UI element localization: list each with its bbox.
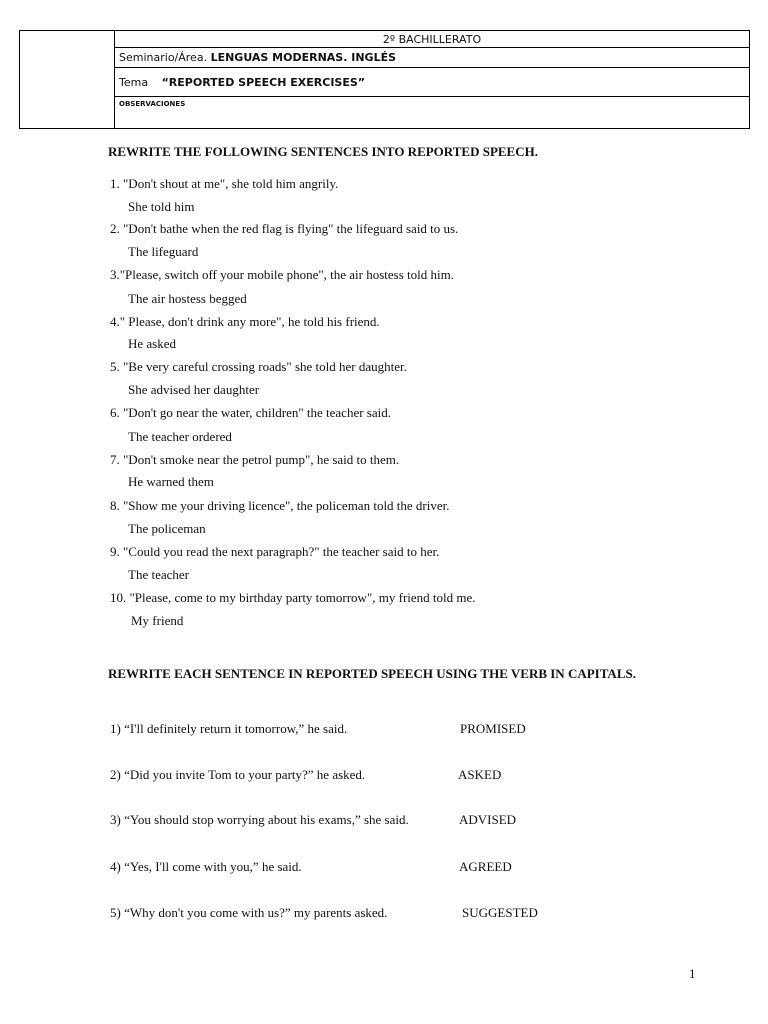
answer-10: My friend — [131, 613, 184, 628]
answer-5: She advised her daughter — [128, 382, 260, 397]
verb-sentence-2: 2) “Did you invite Tom to your party?” he asked. — [110, 767, 366, 782]
question-8: 8. "Show me your driving licence", the policeman told the driver. — [110, 498, 450, 513]
question-1: 1. "Don't shout at me", she told him angrily. — [110, 176, 339, 191]
question-10: 10. "Please, come to my birthday party tomorrow", my friend told me. — [110, 590, 476, 605]
question-3: 3."Please, switch off your mobile phone", the air hostess told him. — [110, 267, 454, 282]
header-table — [19, 30, 750, 129]
answer-9: The teacher — [128, 567, 189, 582]
verb-5: SUGGESTED — [462, 905, 538, 920]
question-6: 6. "Don't go near the water, children" the teacher said. — [110, 405, 391, 420]
page-number: 1 — [689, 966, 696, 981]
question-7: 7. "Don't smoke near the petrol pump", he said to them. — [110, 452, 400, 467]
verb-sentence-1: 1) “I'll definitely return it tomorrow,” he said. — [110, 721, 348, 736]
verb-sentence-3: 3) “You should stop worrying about his exams,” she said. — [110, 812, 409, 827]
answer-3: The air hostess begged — [128, 291, 247, 306]
question-5: 5. "Be very careful crossing roads" she told her daughter. — [110, 359, 407, 374]
observaciones-cell: OBSERVACIONES — [115, 97, 750, 129]
question-2: 2. "Don't bathe when the red flag is flying" the lifeguard said to us. — [110, 221, 459, 236]
answer-2: The lifeguard — [128, 244, 199, 259]
area-value: LENGUAS MODERNAS. INGLÉS — [210, 51, 397, 64]
answer-7: He warned them — [128, 474, 214, 489]
verb-sentence-4: 4) “Yes, I'll come with you,” he said. — [110, 859, 302, 874]
area-label: Seminario/Área. — [119, 51, 208, 64]
tema-label: Tema — [119, 75, 149, 89]
logo-cell — [20, 31, 115, 129]
answer-8: The policeman — [128, 521, 206, 536]
verb-4: AGREED — [459, 859, 512, 874]
tema-cell — [115, 68, 750, 97]
area-cell — [115, 48, 750, 68]
section2-title: REWRITE EACH SENTENCE IN REPORTED SPEECH USING THE VERB IN CAPITALS. — [108, 666, 636, 681]
verb-2: ASKED — [458, 767, 502, 782]
verb-3: ADVISED — [459, 812, 517, 827]
answer-4: He asked — [128, 336, 177, 351]
question-4: 4." Please, don't drink any more", he told his friend. — [110, 314, 380, 329]
course-cell: 2º BACHILLERATO — [115, 31, 750, 48]
section1-title: REWRITE THE FOLLOWING SENTENCES INTO REPORTED SPEECH. — [108, 144, 538, 159]
tema-value: “REPORTED SPEECH EXERCISES” — [161, 75, 366, 89]
verb-sentence-5: 5) “Why don't you come with us?” my parents asked. — [110, 905, 388, 920]
answer-1: She told him — [128, 199, 195, 214]
question-9: 9. "Could you read the next paragraph?" the teacher said to her. — [110, 544, 440, 559]
answer-6: The teacher ordered — [128, 429, 232, 444]
verb-1: PROMISED — [460, 721, 526, 736]
